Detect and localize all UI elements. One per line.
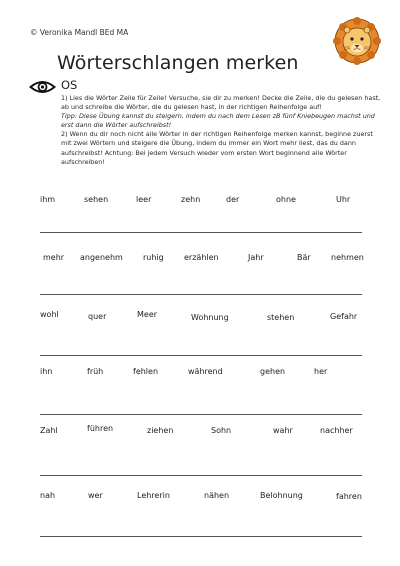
word: wahr: [273, 426, 293, 435]
word: ziehen: [147, 426, 174, 435]
word: Bär: [297, 253, 311, 262]
word: mehr: [43, 253, 65, 262]
word: wohl: [40, 310, 59, 319]
word: sehen: [84, 195, 109, 204]
word: der: [226, 195, 240, 204]
word: ihm: [40, 195, 56, 204]
instruction-step-1: 1) Lies die Wörter Zeile für Zeile! Versuche, sie dir zu merken! Decke die Zeile, die du gelesen hast, ab und schreibe die Wörter, die du gelesen hast, in der richtigen Reihenfolge auf!: [61, 94, 381, 112]
word: während: [188, 367, 223, 376]
writing-line: [40, 475, 362, 476]
word: nähen: [204, 491, 230, 500]
word: fahren: [336, 492, 362, 501]
writing-line: [40, 355, 362, 356]
eye-icon: [29, 79, 56, 95]
copyright: © Veronika Mandl BEd MA: [30, 28, 129, 37]
word: nehmen: [331, 253, 364, 262]
word: früh: [87, 367, 104, 376]
word: erzählen: [184, 253, 219, 262]
writing-line: [40, 232, 362, 233]
word: Uhr: [336, 195, 351, 204]
word: zehn: [181, 195, 201, 204]
word: gehen: [260, 367, 286, 376]
word: stehen: [267, 313, 295, 322]
word: ihn: [40, 367, 53, 376]
writing-line: [40, 414, 362, 415]
word: ohne: [276, 195, 296, 204]
word: wer: [88, 491, 103, 500]
level-label: OS: [61, 78, 78, 92]
word: quer: [88, 312, 107, 321]
word: nah: [40, 491, 56, 500]
word: Sohn: [211, 426, 232, 435]
word: angenehm: [80, 253, 123, 262]
word: ruhig: [143, 253, 164, 262]
word: leer: [136, 195, 152, 204]
word: führen: [87, 424, 114, 433]
word: Jahr: [248, 253, 264, 262]
word: Lehrerin: [137, 491, 170, 500]
writing-line: [40, 294, 362, 295]
instructions: [61, 94, 381, 167]
word: Wohnung: [191, 313, 229, 322]
lion-icon: [332, 16, 382, 66]
word: fehlen: [133, 367, 159, 376]
instruction-step-2: 2) Wenn du dir noch nicht alle Wörter in der richtigen Reihenfolge merken kannst, beginne zuerst mit zwei Wörtern und steigere die Übung, indem du immer ein Wort mehr liest, das du dann aufschreibst! Achtung: Bei jedem Versuch wieder vom ersten Wort beginnend alle Wörter aufschreiben!: [61, 130, 373, 166]
word: her: [314, 367, 328, 376]
word: Gefahr: [330, 312, 358, 321]
word: Zahl: [40, 426, 58, 435]
word: Belohnung: [260, 491, 303, 500]
word: Meer: [137, 310, 158, 319]
word: nachher: [320, 426, 353, 435]
writing-line: [40, 536, 362, 537]
page-title: Wörterschlangen merken: [57, 52, 299, 74]
instruction-tip: Tipp: Diese Übung kannst du steigern, indem du nach dem Lesen zB fünf Kniebeugen machst und erst dann die Wörter aufschreibst!: [61, 112, 375, 130]
